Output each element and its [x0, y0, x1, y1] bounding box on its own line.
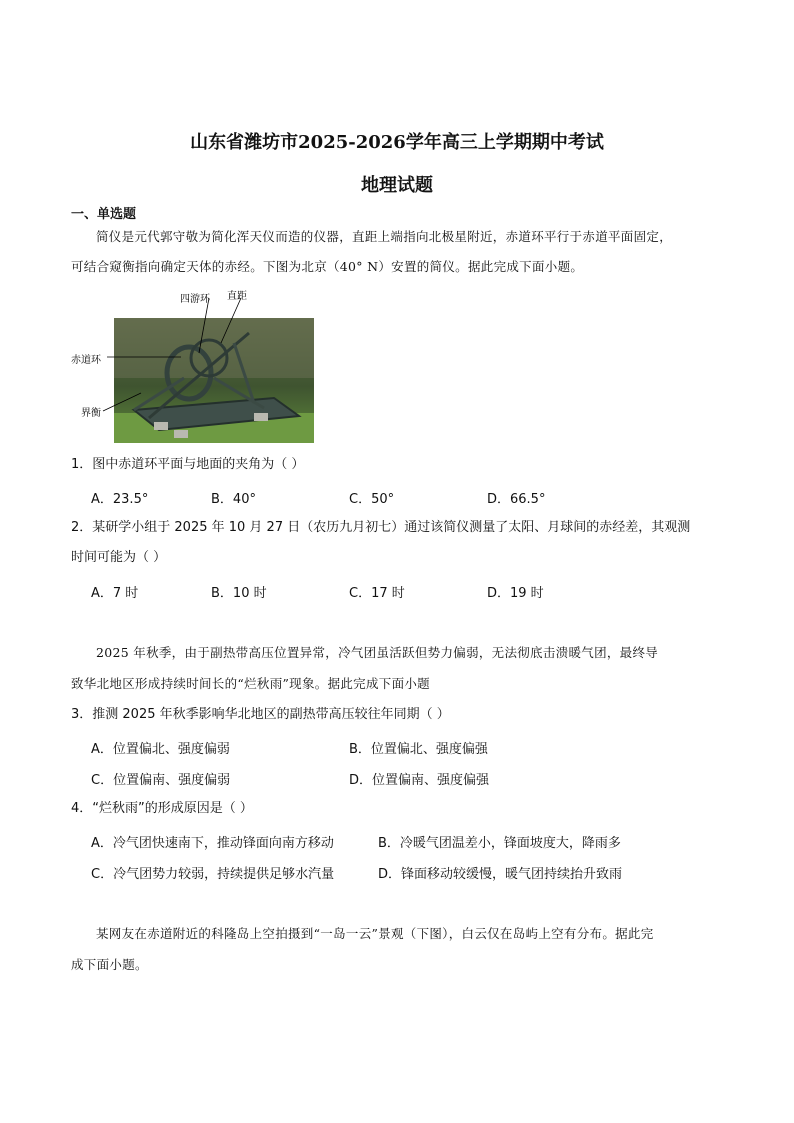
q2-option-b[interactable]: B．10 时 — [211, 586, 267, 601]
q4-option-a[interactable]: A．冷气团快速南下，推动锋面向南方移动 — [91, 836, 334, 851]
q4-option-b[interactable]: B．冷暖气团温差小，锋面坡度大，降雨多 — [378, 836, 621, 851]
q4-option-c[interactable]: C．冷气团势力较弱，持续提供足够水汽量 — [91, 867, 335, 882]
q2-option-c[interactable]: C．17 时 — [349, 586, 405, 601]
q1-option-a[interactable]: A．23.5° — [91, 492, 149, 507]
passage-2-line-1: 2025 年秋季，由于副热带高压位置异常，冷气团虽活跃但势力偏弱，无法彻底击溃暖气团，最终导 — [96, 645, 659, 660]
q2-option-d[interactable]: D．19 时 — [487, 586, 544, 601]
page-title: 山东省潍坊市2025-2026学年高三上学期期中考试 — [190, 132, 604, 153]
q3-option-a[interactable]: A．位置偏北、强度偏弱 — [91, 742, 230, 757]
label-jiehuang: 界衡 — [81, 408, 101, 419]
label-zhiju: 直距 — [227, 291, 247, 302]
section-heading: 一、单选题 — [71, 207, 137, 222]
passage-2-line-2: 致华北地区形成持续时间长的“烂秋雨”现象。据此完成下面小题 — [71, 676, 430, 691]
q3-option-b[interactable]: B．位置偏北、强度偏强 — [349, 742, 488, 757]
figure-leader-lines — [71, 283, 331, 443]
question-2-stem-line-1: 2．某研学小组于 2025 年 10 月 27 日（农历九月初七）通过该简仪测量了太阳、月球间的赤经差，其观测 — [71, 520, 691, 535]
label-four-ring: 四游环 — [180, 294, 210, 305]
q1-option-b[interactable]: B．40° — [211, 492, 256, 507]
passage-3-line-1: 某网友在赤道附近的科隆岛上空拍摄到“一岛一云”景观（下图），白云仅在岛屿上空有分布。据此完 — [96, 926, 654, 941]
question-1-stem: 1．图中赤道环平面与地面的夹角为（ ） — [71, 457, 305, 472]
page-subtitle: 地理试题 — [361, 175, 433, 196]
q1-option-c[interactable]: C．50° — [349, 492, 395, 507]
q3-option-c[interactable]: C．位置偏南、强度偏弱 — [91, 773, 231, 788]
question-2-stem-line-2: 时间可能为（ ） — [71, 550, 167, 565]
q2-option-a[interactable]: A．7 时 — [91, 586, 139, 601]
question-3-stem: 3．推测 2025 年秋季影响华北地区的副热带高压较往年同期（ ） — [71, 707, 450, 722]
question-4-stem: 4．“烂秋雨”的形成原因是（ ） — [71, 801, 253, 816]
q4-option-d[interactable]: D．锋面移动较缓慢，暖气团持续抬升致雨 — [378, 867, 623, 882]
q1-option-d[interactable]: D．66.5° — [487, 492, 546, 507]
label-equator-ring: 赤道环 — [71, 355, 101, 366]
passage-1-line-2: 可结合窥衡指向确定天体的赤经。下图为北京（40° N）安置的简仪。据此完成下面小题。 — [71, 259, 584, 274]
passage-3-line-2: 成下面小题。 — [71, 957, 148, 972]
passage-1-line-1: 简仪是元代郭守敬为简化浑天仪而造的仪器，直距上端指向北极星附近，赤道环平行于赤道平面固定， — [96, 229, 673, 244]
q3-option-d[interactable]: D．位置偏南、强度偏强 — [349, 773, 490, 788]
